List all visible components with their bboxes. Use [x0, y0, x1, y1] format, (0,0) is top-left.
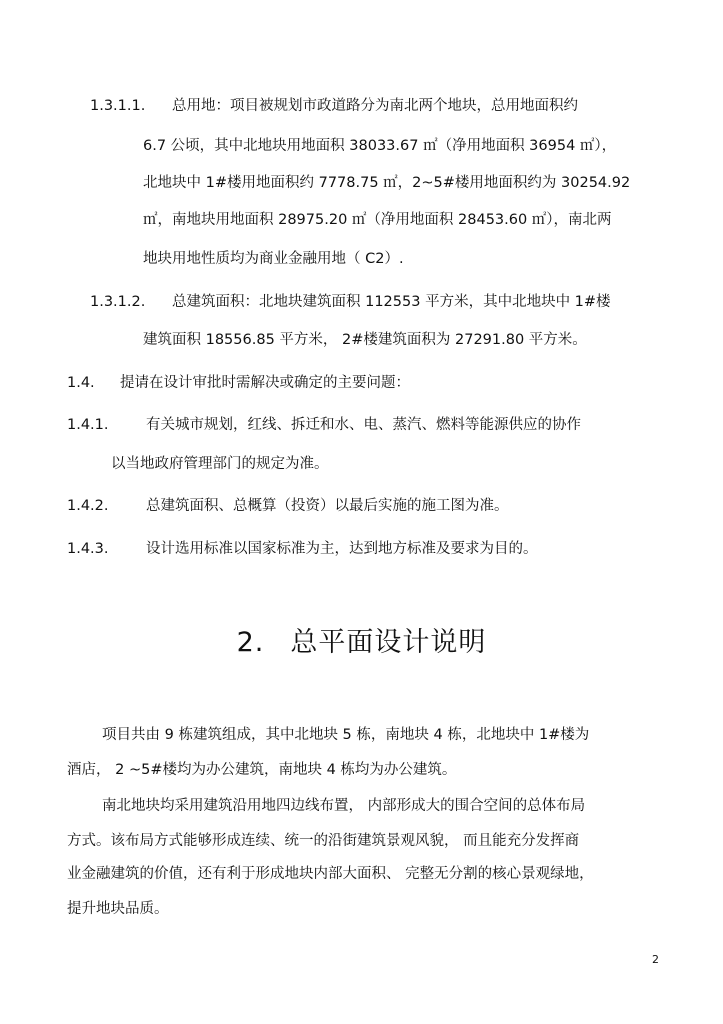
section-number: 1.4.2.	[67, 498, 109, 514]
section-text: 有关城市规划，红线、拆迁和水、电、蒸汽、燃料等能源供应的协作	[146, 417, 581, 433]
section-text: 建筑面积 18556.85 平方米， 2#楼建筑面积为 27291.80 平方米。	[143, 332, 587, 348]
section-heading	[0, 626, 723, 660]
paragraph-text: 提升地块品质。	[67, 901, 169, 917]
section-text: 设计选用标准以国家标准为主，达到地方标准及要求为目的。	[146, 541, 538, 557]
section-text: 提请在设计审批时需解决或确定的主要问题：	[120, 375, 410, 391]
page-number: 2	[652, 953, 659, 966]
paragraph-text: 项目共由 9 栋建筑组成，其中北地块 5 栋，南地块 4 栋，北地块中 1#楼为	[102, 727, 590, 743]
section-text: 北地块中 1#楼用地面积约 7778.75 ㎡，2~5#楼用地面积约为 30254.92	[143, 175, 631, 191]
section-text: ㎡，南地块用地面积 28975.20 ㎡（净用地面积 28453.60 ㎡），南北两	[143, 212, 612, 228]
section-text: 地块用地性质均为商业金融用地（ C2）.	[143, 251, 404, 267]
section-number: 1.4.	[67, 375, 95, 391]
section-number: 1.3.1.2.	[90, 294, 146, 310]
paragraph-text: 南北地块均采用建筑沿用地四边线布置， 内部形成大的围合空间的总体布局	[102, 798, 586, 814]
section-text: 以当地政府管理部门的规定为准。	[111, 456, 329, 472]
section-text: 总建筑面积、总概算（投资）以最后实施的施工图为准。	[146, 498, 509, 514]
section-text: 总建筑面积：北地块建筑面积 112553 平方米，其中北地块中 1#楼	[172, 294, 611, 310]
section-number: 1.4.1.	[67, 417, 109, 433]
section-text: 6.7 公顷，其中北地块用地面积 38033.67 ㎡（净用地面积 36954 ㎡），	[143, 138, 617, 154]
section-text: 总用地：项目被规划市政道路分为南北两个地块，总用地面积约	[172, 98, 578, 114]
paragraph-text: 业金融建筑的价值，还有利于形成地块内部大面积、 完整无分割的核心景观绿地，	[67, 866, 594, 882]
section-number: 1.3.1.1.	[90, 98, 146, 114]
heading-number: 2.	[236, 627, 265, 658]
paragraph-text: 方式。该布局方式能够形成连续、统一的沿街建筑景观风貌， 而且能充分发挥商	[67, 833, 580, 849]
heading-title: 总平面设计说明	[290, 627, 487, 658]
paragraph-text: 酒店， 2 ~5#楼均为办公建筑，南地块 4 栋均为办公建筑。	[67, 762, 457, 778]
section-number: 1.4.3.	[67, 541, 109, 557]
